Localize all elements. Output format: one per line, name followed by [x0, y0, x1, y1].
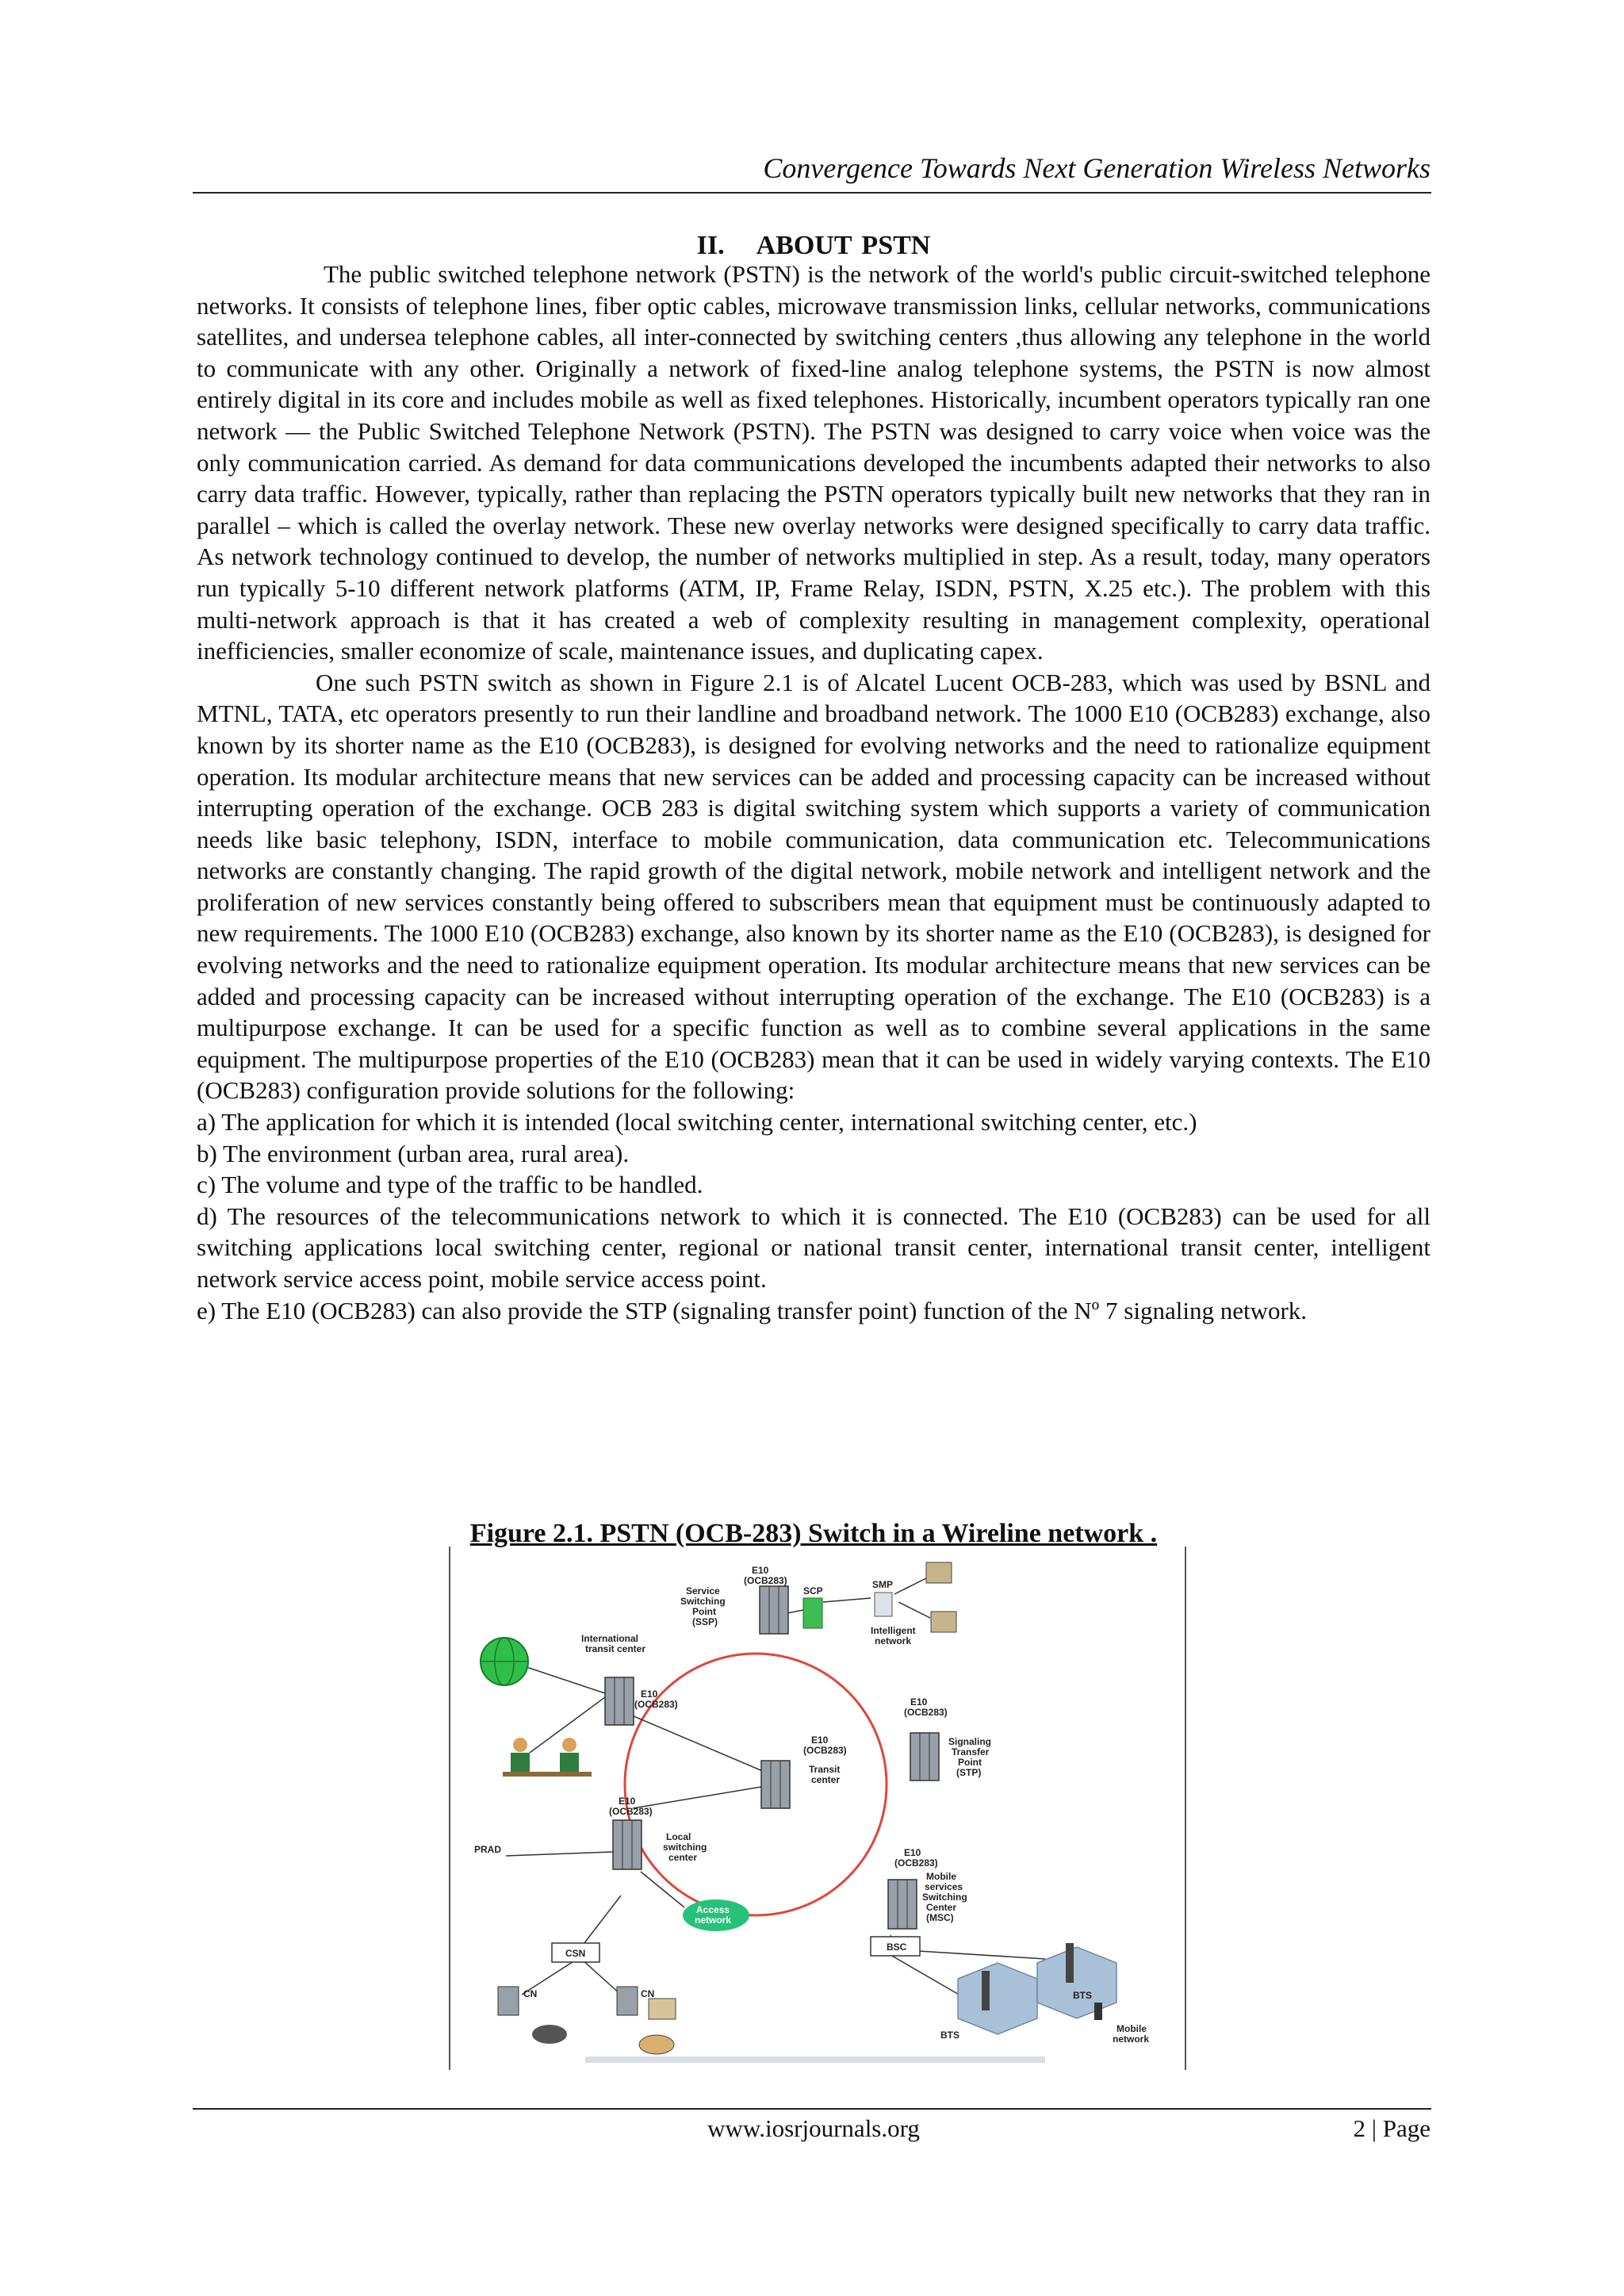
label-csn: CSN	[565, 1948, 586, 1959]
figure-bottom-band	[585, 2056, 1045, 2063]
mobile-phone-icon	[1094, 2003, 1102, 2020]
footer-page-number: 2 | Page	[1353, 2114, 1431, 2142]
label-ocb-itc: (OCB283)	[634, 1699, 678, 1710]
label-itc-2: transit center	[585, 1643, 646, 1654]
list-item-d: d) The resources of the telecommunications network to which it is connected. The E10 (OCB283) can be used for all switching applications local switching center, regional or national transit center, international transit center, intelligent network service access point, mobile service access point.	[197, 1202, 1431, 1293]
label-bts-1: BTS	[940, 2030, 959, 2041]
list-item-c: c) The volume and type of the traffic to be handled.	[197, 1171, 703, 1199]
label-e10-lsc: E10	[619, 1796, 636, 1807]
smp-icon	[875, 1593, 892, 1616]
label-ocb-ssp: (OCB283)	[744, 1575, 787, 1586]
label-access-1: Access	[696, 1904, 730, 1915]
label-cn-1: CN	[523, 1988, 538, 1999]
label-lsc-3: center	[668, 1852, 698, 1863]
label-e10-ssp: E10	[752, 1565, 769, 1576]
label-intelligent-network: network	[875, 1635, 912, 1646]
section-number: II.	[696, 231, 725, 260]
label-msc-2: services	[925, 1881, 963, 1892]
label-ocb-tc: (OCB283)	[803, 1745, 847, 1756]
paragraph-pstn-intro: The public switched telephone network (PSTN) is the network of the world's public circuit-switched telephone networks. It consists of telephone lines, fiber optic cables, microwave transmission links, cellular networks, communications satellites, and undersea telephone cables, all inter-connected by switching centers ,thus allowing any telephone in the world to communicate with any other. Originally a network of fixed-line analog telephone systems, the PSTN is now almost entirely digital in its core and includes mobile as well as fixed telephones. Historically, incumbent operators typically ran one network — the Public Switched Telephone Network (PSTN). The PSTN was designed to carry voice when voice was the only communication carried. As demand for data communications developed the incumbents adapted their networks to also carry data traffic. However, typically, rather than replacing the PSTN operators typically built new networks that they ran in parallel – which is called the overlay network. These new overlay networks were designed specifically to carry data traffic. As network technology continued to develop, the number of networks multiplied in step. As a result, today, many operators run typically 5-10 different network platforms (ATM, IP, Frame Relay, ISDN, PSTN, X.25 etc.). The problem with this multi-network approach is that it has created a web of complexity resulting in management complexity, operational inefficiencies, smaller economize of scale, maintenance issues, and duplicating capex.	[197, 260, 1431, 665]
label-e10-stp: E10	[910, 1696, 928, 1708]
label-bsc: BSC	[887, 1941, 907, 1953]
terminal-icon	[926, 1562, 956, 1632]
label-msc-3: Switching	[922, 1892, 967, 1903]
label-mobile-2: network	[1113, 2033, 1150, 2045]
label-msc-1: Mobile	[926, 1871, 956, 1882]
phone-icon	[532, 1999, 676, 2054]
label-tc-1: Transit	[809, 1764, 841, 1775]
label-scp: SCP	[803, 1585, 823, 1596]
label-lsc-1: Local	[666, 1831, 691, 1842]
label-bts-2: BTS	[1073, 1990, 1092, 2001]
label-ssp-4: (SSP)	[692, 1616, 718, 1627]
footer-url: www.iosrjournals.org	[707, 2114, 920, 2142]
label-stp-3: Point	[958, 1757, 982, 1768]
network-diagram-svg	[450, 1547, 1185, 2070]
network-diagram	[449, 1547, 1186, 2070]
label-e10-tc: E10	[811, 1734, 829, 1746]
figure-caption: Figure 2.1. PSTN (OCB-283) Switch in a Wireline network .	[469, 1519, 1158, 1548]
label-cn-2: CN	[641, 1988, 655, 1999]
scp-icon	[803, 1598, 822, 1628]
label-stp-1: Signaling	[948, 1736, 991, 1747]
label-e10-itc: E10	[641, 1688, 658, 1700]
label-prad: PRAD	[474, 1844, 502, 1855]
label-stp-2: Transfer	[952, 1746, 990, 1757]
label-ssp-2: Switching	[680, 1596, 726, 1607]
label-smp: SMP	[872, 1579, 894, 1590]
label-stp-4: (STP)	[956, 1767, 982, 1778]
label-mobile-1: Mobile	[1116, 2023, 1147, 2034]
label-tc-2: center	[811, 1774, 841, 1785]
label-access-2: network	[695, 1915, 732, 1926]
label-itc-1: International	[581, 1633, 639, 1644]
label-ssp-3: Point	[692, 1606, 716, 1617]
transit-ring	[625, 1654, 887, 1915]
label-msc-4: Center	[926, 1902, 957, 1913]
operator-people-icon	[503, 1738, 592, 1777]
list-item-b: b) The environment (urban area, rural area).	[197, 1139, 630, 1167]
article-body	[197, 259, 1431, 1326]
label-msc-5: (MSC)	[926, 1912, 954, 1923]
footer-divider	[193, 2108, 1431, 2110]
label-lsc-2: switching	[663, 1842, 707, 1853]
list-item-e: e) The E10 (OCB283) can also provide the STP (signaling transfer point) function of the Nº 7 signaling network.	[197, 1296, 1308, 1324]
label-intelligent: Intelligent	[871, 1625, 916, 1636]
globe-icon	[481, 1638, 528, 1685]
concentrator-icon	[498, 1987, 638, 2015]
label-e10-msc: E10	[904, 1847, 921, 1858]
running-header: Convergence Towards Next Generation Wireless Networks	[763, 152, 1431, 184]
section-title: ABOUT PSTN	[756, 231, 931, 260]
label-ssp-1: Service	[686, 1585, 720, 1596]
list-item-a: a) The application for which it is intended (local switching center, international switching center, etc.)	[197, 1108, 1197, 1137]
label-ocb-msc: (OCB283)	[894, 1857, 938, 1869]
header-divider	[193, 192, 1431, 194]
paragraph-ocb283: One such PSTN switch as shown in Figure 2.1 is of Alcatel Lucent OCB-283, which was used by BSNL and MTNL, TATA, etc operators presently to run their landline and broadband network. The 1000 E10 (OCB283) exchange, also known by its shorter name as the E10 (OCB283), is designed for evolving networks and the need to rationalize equipment operation. Its modular architecture means that new services can be added and processing capacity can be increased without interrupting operation of the exchange. OCB 283 is digital switching system which supports a variety of communication needs like basic telephony, ISDN, interface to mobile communication, data communication etc. Telecommunications networks are constantly changing. The rapid growth of the digital network, mobile network and intelligent network and the proliferation of new services constantly being offered to subscribers mean that equipment must be continuously adapted to new requirements. The 1000 E10 (OCB283) exchange, also known by its shorter name as the E10 (OCB283), is designed for evolving networks and the need to rationalize equipment operation. Its modular architecture means that new services can be added and processing capacity can be increased without interrupting operation of the exchange. The E10 (OCB283) is a multipurpose exchange. It can be used for a specific function as well as to combine several applications in the same equipment. The multipurpose properties of the E10 (OCB283) mean that it can be used in widely varying contexts. The E10 (OCB283) configuration provide solutions for the following:	[197, 668, 1431, 1105]
label-ocb-stp: (OCB283)	[904, 1707, 948, 1718]
label-ocb-lsc: (OCB283)	[609, 1806, 653, 1817]
